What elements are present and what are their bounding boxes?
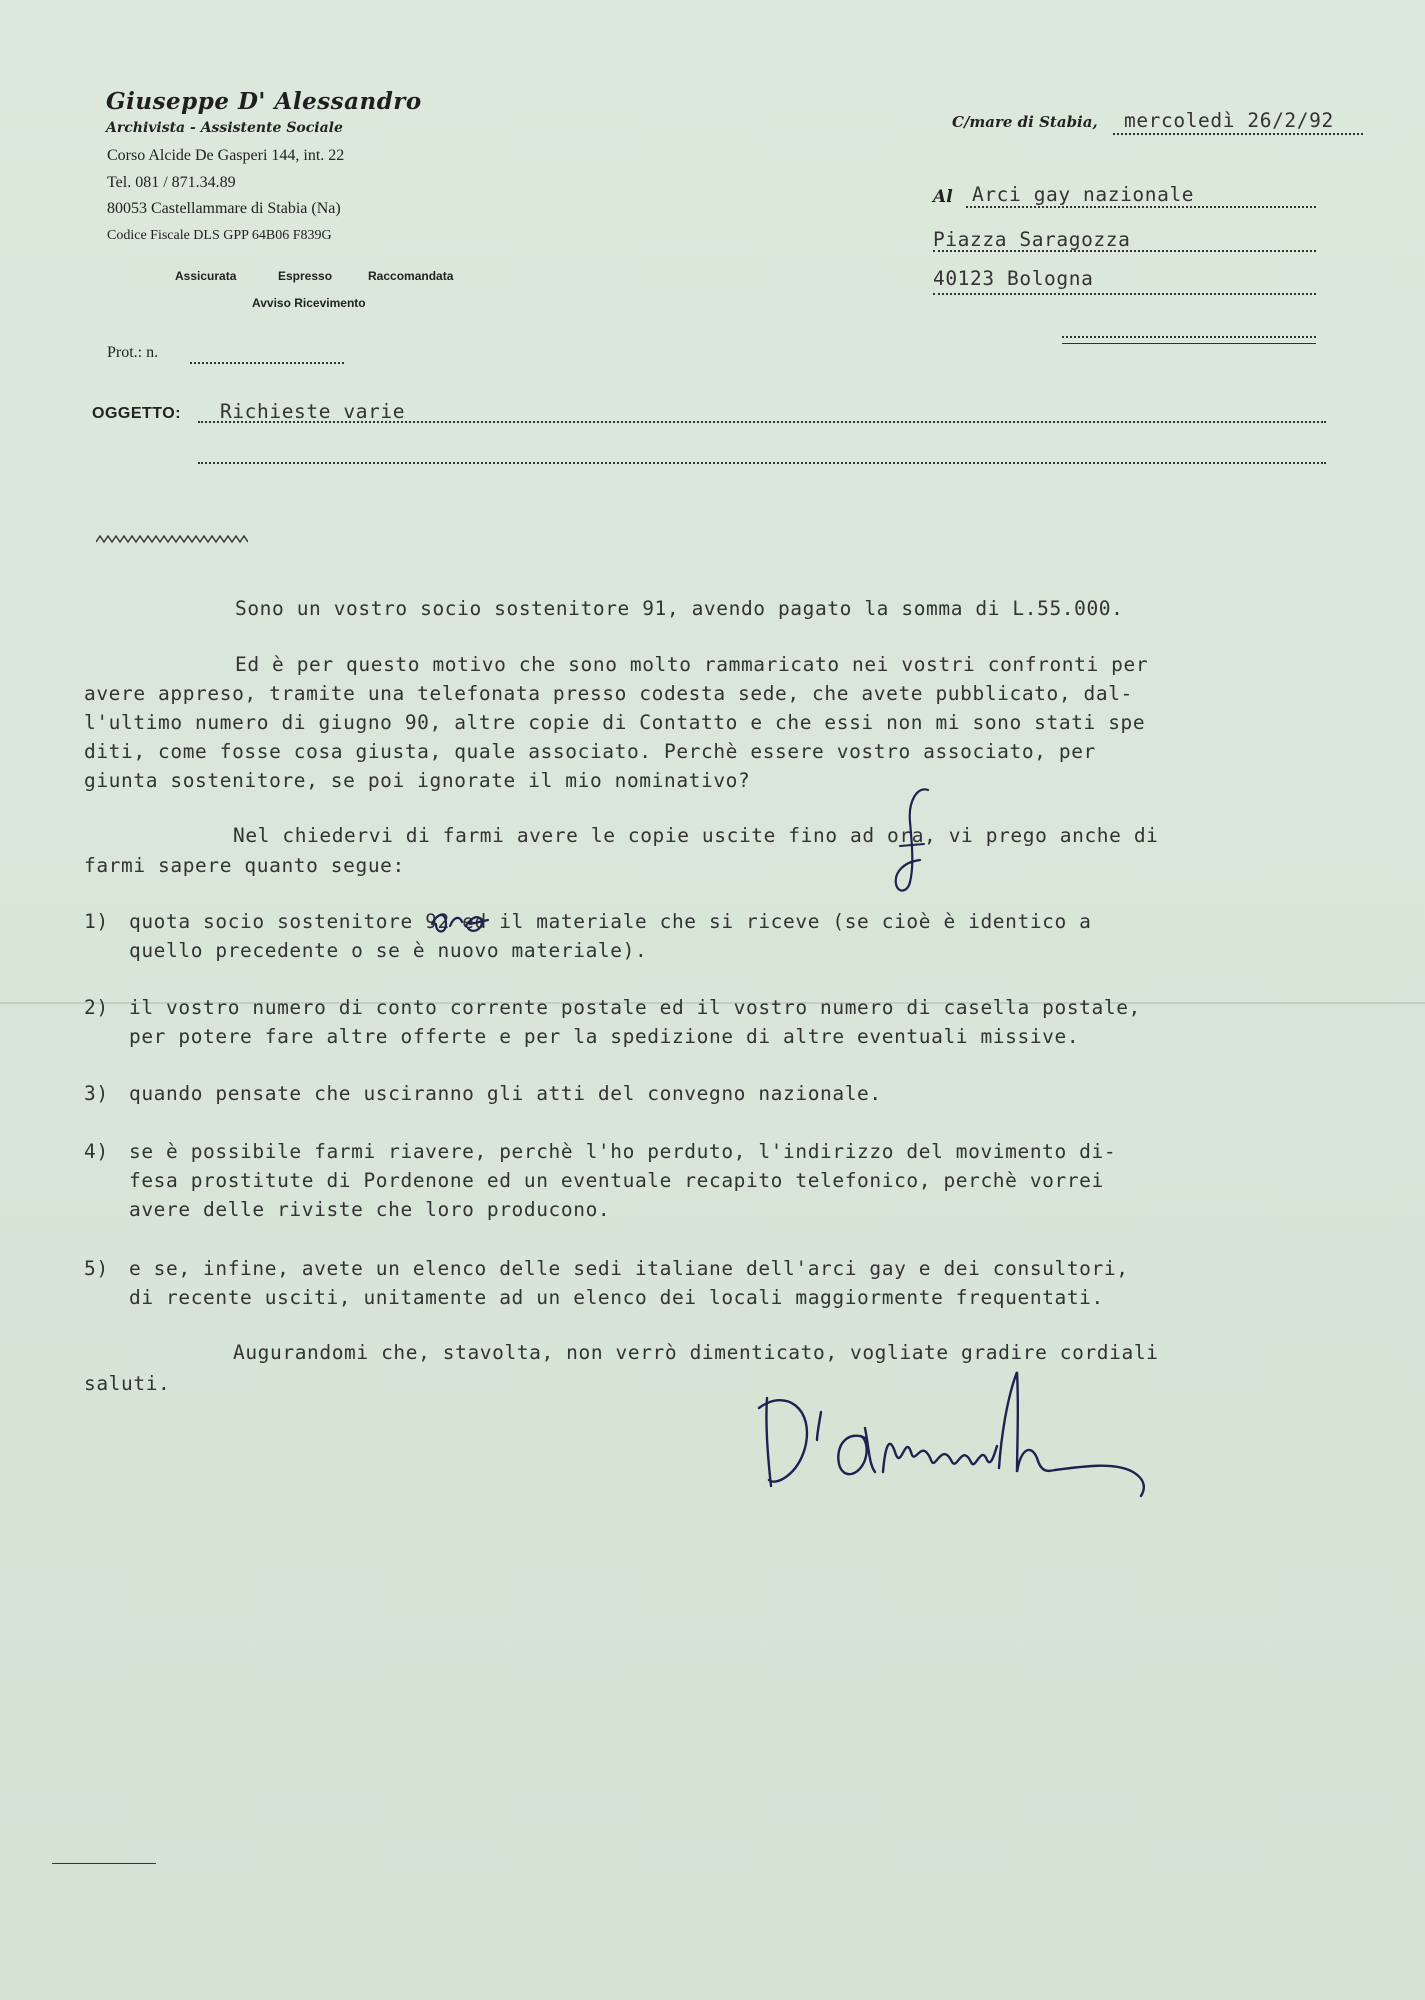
option-raccomandata: Raccomandata (368, 269, 454, 283)
body-p2-line-2: avere appreso, tramite una telefonata presso codesta sede, che avete pubblicato, dal- (84, 682, 1133, 705)
subject-label: OGGETTO: (92, 405, 182, 422)
recipient-rule-4 (1062, 336, 1316, 338)
option-assicurata: Assicurata (175, 269, 237, 283)
recipient-rule-2 (933, 250, 1316, 252)
option-avviso: Avviso Ricevimento (252, 296, 366, 310)
handwritten-correction-ore (428, 906, 492, 940)
recipient-rule-3 (933, 293, 1316, 295)
item-2-line-2: per potere fare altre offerte e per la spedizione di altre eventuali missive. (129, 1025, 1080, 1048)
handwritten-f-correction (890, 786, 940, 896)
recipient-label: Al (933, 187, 953, 207)
body-p3-line-1: Nel chiedervi di farmi avere le copie uscite fino ad ora, vi prego anche di (233, 824, 1159, 847)
zigzag-divider (96, 534, 248, 544)
recipient-line-1: Arci gay nazionale (972, 183, 1195, 206)
item-4-line-3: avere delle riviste che loro producono. (129, 1198, 611, 1221)
item-1-line-1: quota socio sostenitore 92 ed il materiale che si riceve (se cioè è identico a (129, 910, 1092, 933)
recipient-rule-5 (1062, 343, 1316, 344)
item-5-line-1: e se, infine, avete un elenco delle sedi italiane dell'arci gay e dei consultori, (129, 1257, 1129, 1280)
date-value: mercoledì 26/2/92 (1124, 109, 1334, 132)
recipient-line-2: Piazza Saragozza (933, 228, 1131, 251)
item-4-number: 4) (84, 1140, 109, 1163)
item-3-line-1: quando pensate che usciranno gli atti del convegno nazionale. (129, 1082, 882, 1105)
recipient-rule-1 (966, 206, 1316, 208)
body-p2-line-3: l'ultimo numero di giugno 90, altre copie di Contatto e che essi non mi sono stati spe (84, 711, 1146, 734)
subject-rule-1 (198, 421, 1326, 423)
item-4-line-2: fesa prostitute di Pordenone ed un eventuale recapito telefonico, perchè vorrei (129, 1169, 1104, 1192)
date-line (1113, 133, 1363, 135)
sender-city: 80053 Castellammare di Stabia (Na) (107, 200, 341, 217)
sender-tax-code: Codice Fiscale DLS GPP 64B06 F839G (107, 228, 332, 243)
subject-rule-2 (198, 462, 1326, 464)
item-1-number: 1) (84, 910, 109, 933)
item-5-number: 5) (84, 1257, 109, 1280)
sender-name: Giuseppe D' Alessandro (106, 88, 422, 115)
signature (755, 1368, 1205, 1498)
item-2-line-1: il vostro numero di conto corrente postale ed il vostro numero di casella postale, (129, 996, 1141, 1019)
closing-line-2: saluti. (84, 1372, 171, 1395)
prot-label: Prot.: n. (107, 344, 159, 361)
body-p2-line-1: Ed è per questo motivo che sono molto rammaricato nei vostri confronti per (235, 653, 1149, 676)
sender-phone: Tel. 081 / 871.34.89 (107, 174, 236, 191)
prot-line (190, 362, 344, 364)
item-4-line-1: se è possibile farmi riavere, perchè l'ho perduto, l'indirizzo del movimento di- (129, 1140, 1117, 1163)
footer-rule (52, 1863, 156, 1864)
body-p3-line-2: farmi sapere quanto segue: (84, 854, 405, 877)
option-espresso: Espresso (278, 269, 333, 283)
body-p2-line-5: giunta sostenitore, se poi ignorate il mio nominativo? (84, 769, 751, 792)
body-p1-line-1: Sono un vostro socio sostenitore 91, avendo pagato la somma di L.55.000. (235, 597, 1124, 620)
sender-role: Archivista - Assistente Sociale (106, 120, 343, 136)
item-2-number: 2) (84, 996, 109, 1019)
item-1-line-2: quello precedente o se è nuovo materiale). (129, 939, 648, 962)
item-5-line-2: di recente usciti, unitamente ad un elenco dei locali maggiormente frequentati. (129, 1286, 1104, 1309)
recipient-line-3: 40123 Bologna (933, 267, 1094, 290)
body-p2-line-4: diti, come fosse cosa giusta, quale associato. Perchè essere vostro associato, per (84, 740, 1096, 763)
sender-address: Corso Alcide De Gasperi 144, int. 22 (107, 147, 345, 164)
closing-line-1: Augurandomi che, stavolta, non verrò dimenticato, vogliate gradire cordiali (233, 1341, 1159, 1364)
item-3-number: 3) (84, 1082, 109, 1105)
date-place: C/mare di Stabia, (952, 113, 1098, 131)
subject-value: Richieste varie (220, 400, 406, 423)
